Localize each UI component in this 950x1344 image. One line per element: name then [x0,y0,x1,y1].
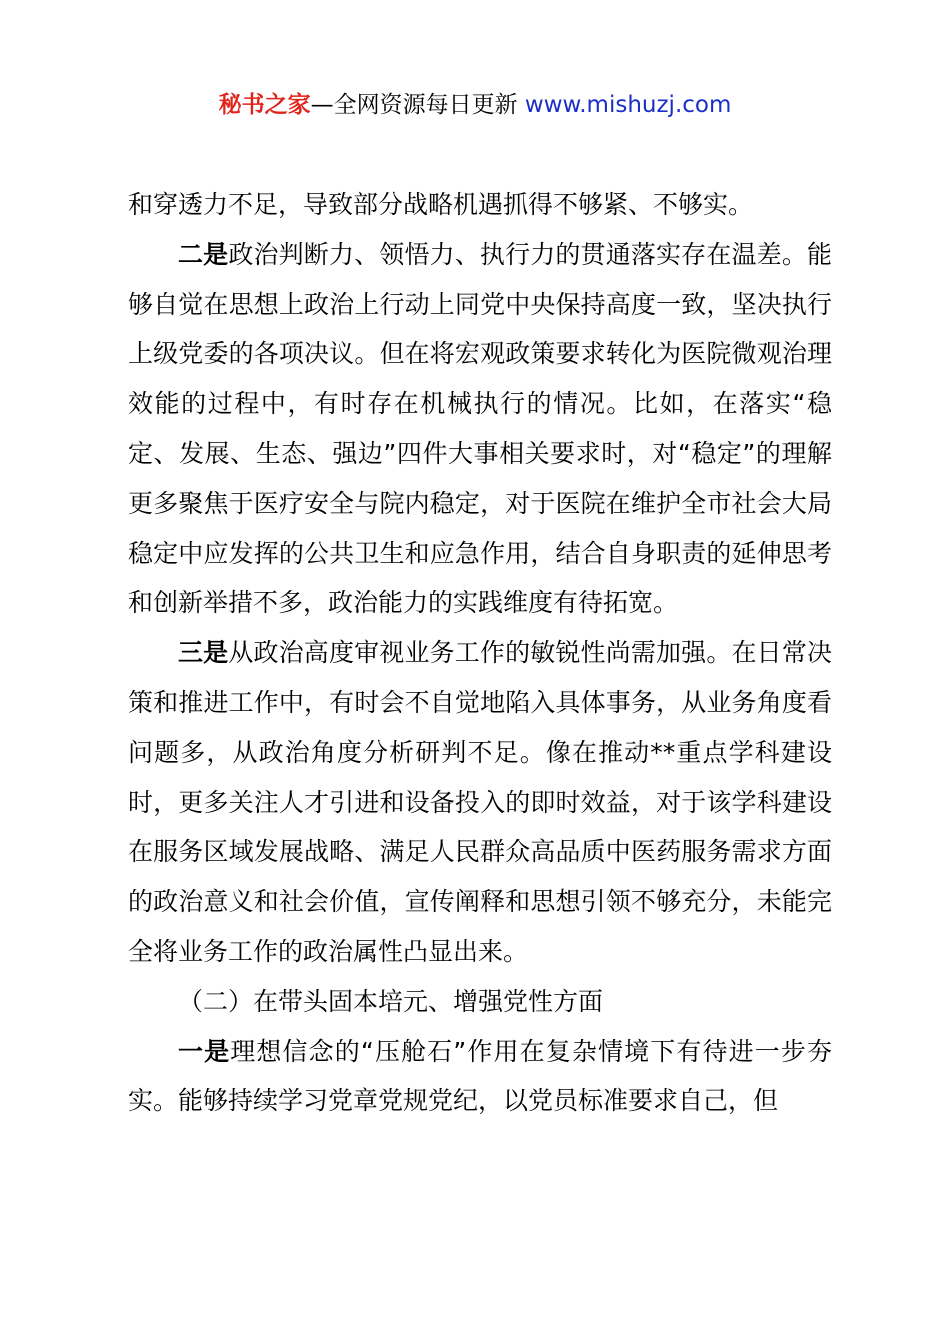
section-heading: （二）在带头固本培元、增强党性方面 [178,986,604,1016]
paragraph-text: 理想信念的“压舱石”作用在复杂情境下有待进一步夯实。能够持续学习党章党规党纪，以党员标准要求自己，但 [128,1036,832,1116]
paragraph-lead: 二是 [178,239,229,269]
document-body [128,180,832,1126]
paragraph-text: 和穿透力不足，导致部分战略机遇抓得不够紧、不够实。 [128,190,754,219]
paragraph-lead: 三是 [178,638,229,668]
site-url-link[interactable]: www.mishuzj.com [524,92,732,118]
paragraph-point-one [128,1027,832,1127]
header-tagline: —全网资源每日更新 [310,92,525,118]
paragraph-lead: 一是 [178,1036,231,1066]
paragraph-point-three [128,628,832,977]
paragraph-text: 政治判断力、领悟力、执行力的贯通落实存在温差。能够自觉在思想上政治上行动上同党中央保持高度一致，坚决执行上级党委的各项决议。但在将宏观政策要求转化为医院微观治理效能的过程中，有时存在机械执行的情况。比如，在落实“稳定、发展、生态、强边”四件大事相关要求时，对“稳定”的理解更多聚焦于医疗安全与院内稳定，对于医院在维护全市社会大局稳定中应发挥的公共卫生和应急作用，结合自身职责的延伸思考和创新举措不多，政治能力的实践维度有待拓宽。 [128,239,832,618]
paragraph-point-two [128,230,832,628]
paragraph-text: 从政治高度审视业务工作的敏锐性尚需加强。在日常决策和推进工作中，有时会不自觉地陷入具体事务，从业务角度看问题多，从政治角度分析研判不足。像在推动**重点学科建设时，更多关注人才引进和设备投入的即时效益，对于该学科建设在服务区域发展战略、满足人民群众高品质中医药服务需求方面的政治意义和社会价值，宣传阐释和思想引领不够充分，未能完全将业务工作的政治属性凸显出来。 [128,638,832,966]
site-header [0,88,950,122]
paragraph-continuation [128,180,832,230]
brand-name: 秘书之家 [218,92,311,118]
